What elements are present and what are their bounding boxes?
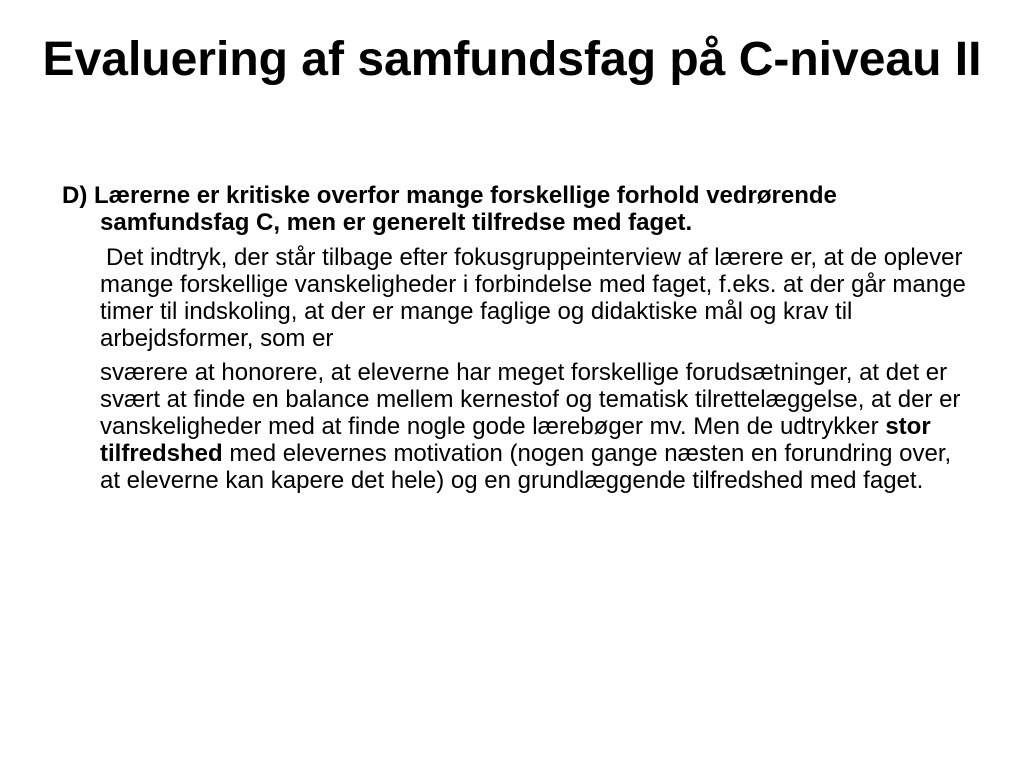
paragraph-2: [62, 359, 972, 494]
point-text: Lærerne er kritiske overfor mange forskellige forhold vedrørende samfundsfag C, men er generelt tilfredse med faget.: [94, 182, 837, 236]
paragraph-2-text-after: med elevernes motivation (nogen gange næsten en forundring over, at eleverne kan kapere det hele) og en grundlæggende tilfredshed med faget.: [100, 440, 952, 494]
paragraph-2-text-before: sværere at honorere, at eleverne har meget forskellige forudsætninger, at det er svært at finde en balance mellem kernestof og tematisk tilrettelæggelse, at der er vanskeligheder med at finde nogle gode lærebøger mv. Men de udtrykker: [100, 359, 961, 440]
slide-title: Evaluering af samfundsfag på C-niveau II: [42, 33, 982, 86]
point-label: D): [62, 182, 94, 209]
slide-body: [62, 182, 972, 494]
paragraph-2-emphasis: stor tilfredshed: [100, 413, 931, 467]
paragraph-1: Det indtryk, der står tilbage efter fokusgruppeinterview af lærere er, at de oplever mange forskellige vanskeligheder i forbindelse med faget, f.eks. at der går mange timer til indskoling, at der er mange faglige og didaktiske mål og krav til arbejdsformer, som er: [100, 244, 966, 352]
bullet-point-d: [62, 182, 972, 236]
